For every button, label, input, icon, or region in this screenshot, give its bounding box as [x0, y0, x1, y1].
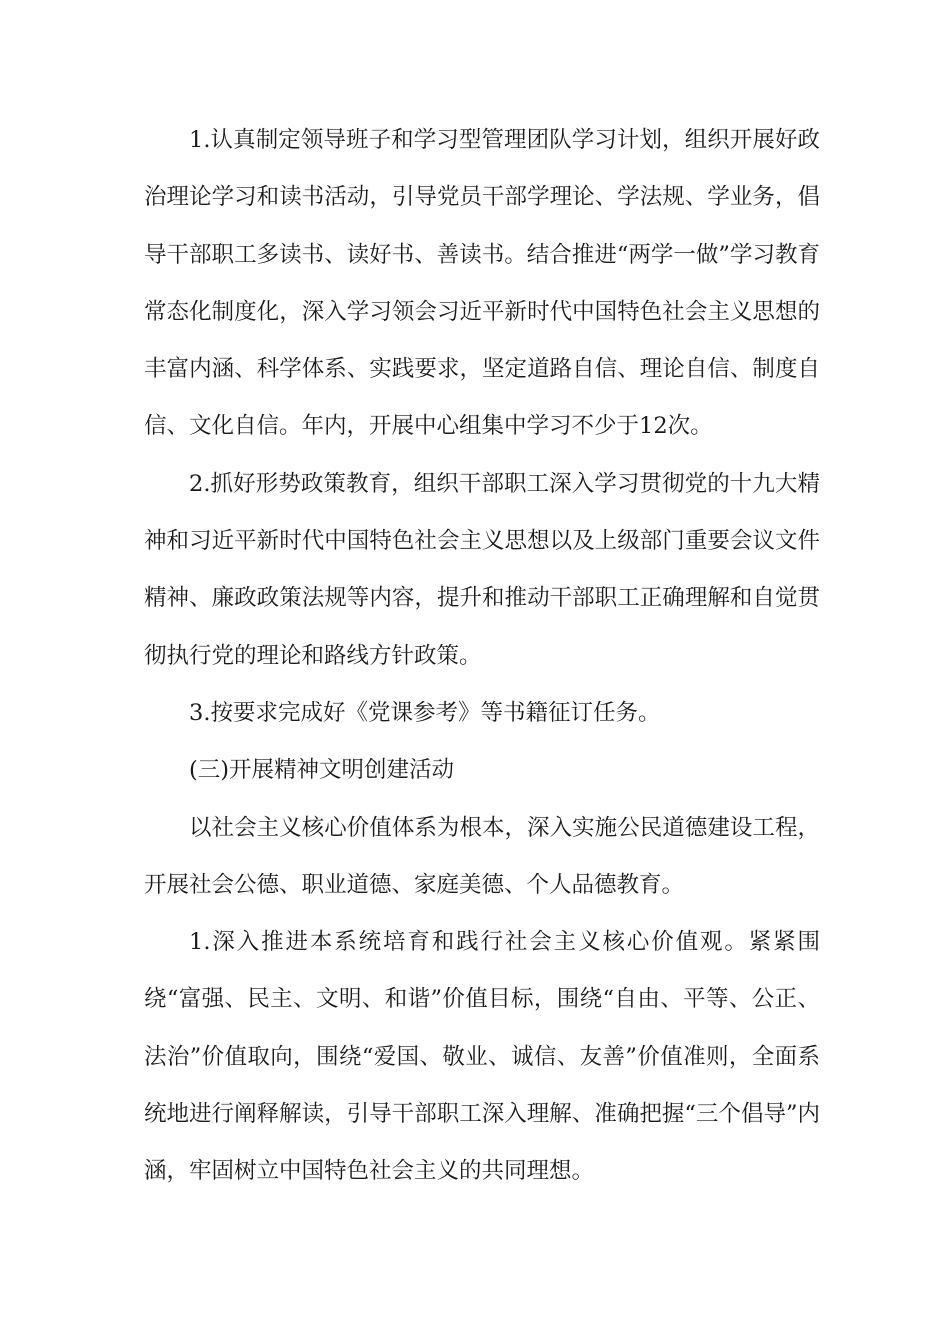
- paragraph-study-plan: 1.认真制定领导班子和学习型管理团队学习计划，组织开展好政治理论学习和读书活动，引导党员干部学理论、学法规、学业务，倡导干部职工多读书、读好书、善读书。结合推进“两学一做”学习教育常态化制度化，深入学习领会习近平新时代中国特色社会主义思想的丰富内涵、科学体系、实践要求，坚定道路自信、理论自信、制度自信、文化自信。年内，开展中心组集中学习不少于12次。: [144, 127, 820, 440]
- section-heading-civilization: (三)开展精神文明创建活动: [189, 757, 455, 784]
- paragraph-book-subscription: 3.按要求完成好《党课参考》等书籍征订任务。: [189, 699, 661, 726]
- paragraph-policy-education: 2.抓好形势政策教育，组织干部职工深入学习贯彻党的十九大精神和习近平新时代中国特色社会主义思想以及上级部门重要会议文件精神、廉政政策法规等内容，提升和推动干部职工正确理解和自觉贯彻执行党的理论和路线方针政策。: [144, 470, 820, 669]
- document-body: [144, 112, 820, 1201]
- paragraph-core-values: 1.深入推进本系统培育和践行社会主义核心价值观。紧紧围绕“富强、民主、文明、和谐”价值目标，围绕“自由、平等、公正、法治”价值取向，围绕“爱国、敬业、诚信、友善”价值准则，全面系统地进行阐释解读，引导干部职工深入理解、准确把握“三个倡导”内涵，牢固树立中国特色社会主义的共同理想。: [144, 929, 820, 1185]
- paragraph-core-values-intro: 以社会主义核心价值体系为根本，深入实施公民道德建设工程，开展社会公德、职业道德、家庭美德、个人品德教育。: [144, 814, 820, 898]
